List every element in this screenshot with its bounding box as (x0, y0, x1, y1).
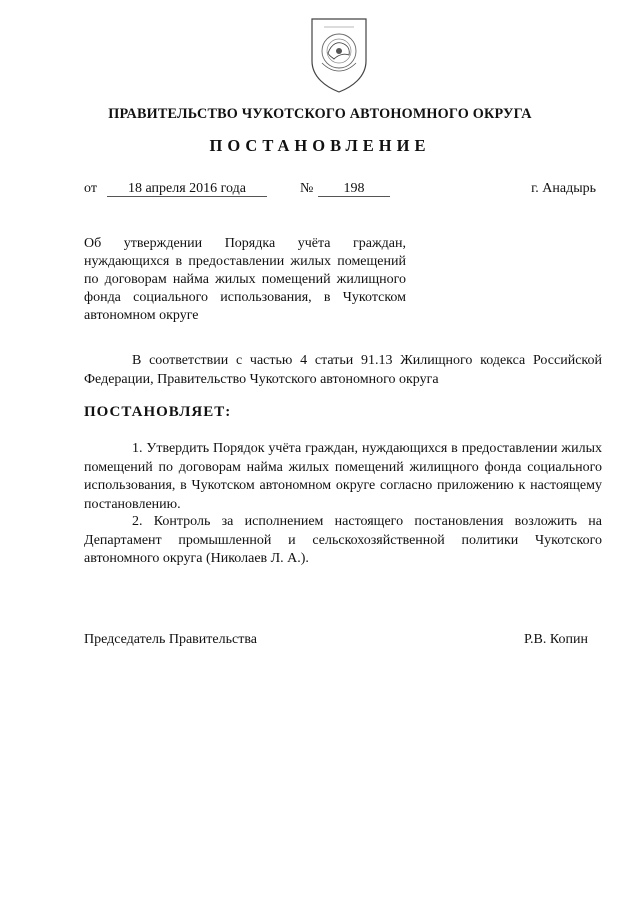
coat-of-arms-icon (304, 13, 374, 95)
signatory-name: Р.В. Копин (524, 632, 588, 647)
document-date: 18 апреля 2016 года (107, 181, 267, 197)
preamble-paragraph: В соответствии с частью 4 статьи 91.13 Жилищного кодекса Российской Федерации, Правительство Чукотского автономного округа (84, 353, 602, 387)
document-number: 198 (318, 181, 390, 197)
document-number-field (318, 181, 390, 197)
document-type-title: ПОСТАНОВЛЕНИЕ (209, 136, 431, 155)
document-city: г. Анадырь (531, 181, 596, 196)
organization-name: ПРАВИТЕЛЬСТВО ЧУКОТСКОГО АВТОНОМНОГО ОКРУГА (108, 106, 532, 122)
signatory-position: Председатель Правительства (84, 632, 257, 647)
resolves-heading: ПОСТАНОВЛЯЕТ: (84, 404, 232, 420)
item-2-paragraph: 2. Контроль за исполнением настоящего постановления возложить на Департамент промышленной и сельскохозяйственной политики Чукотского автономного округа (Николаев Л. А.). (84, 514, 602, 566)
document-subject: Об утверждении Порядка учёта граждан, нуждающихся в предоставлении жилых помещений по договорам найма жилых помещений жилищного фонда социального использования, в Чукотском автономном округе (84, 236, 406, 323)
document-date-field (107, 181, 267, 197)
item-1-paragraph: 1. Утвердить Порядок учёта граждан, нуждающихся в предоставлении жилых помещений по договорам найма жилых помещений жилищного фонда социального использования, в Чукотском автономном округе согласно приложению к настоящему постановлению. (84, 441, 602, 512)
number-label: № (300, 181, 314, 196)
date-from-label: от (84, 181, 97, 196)
